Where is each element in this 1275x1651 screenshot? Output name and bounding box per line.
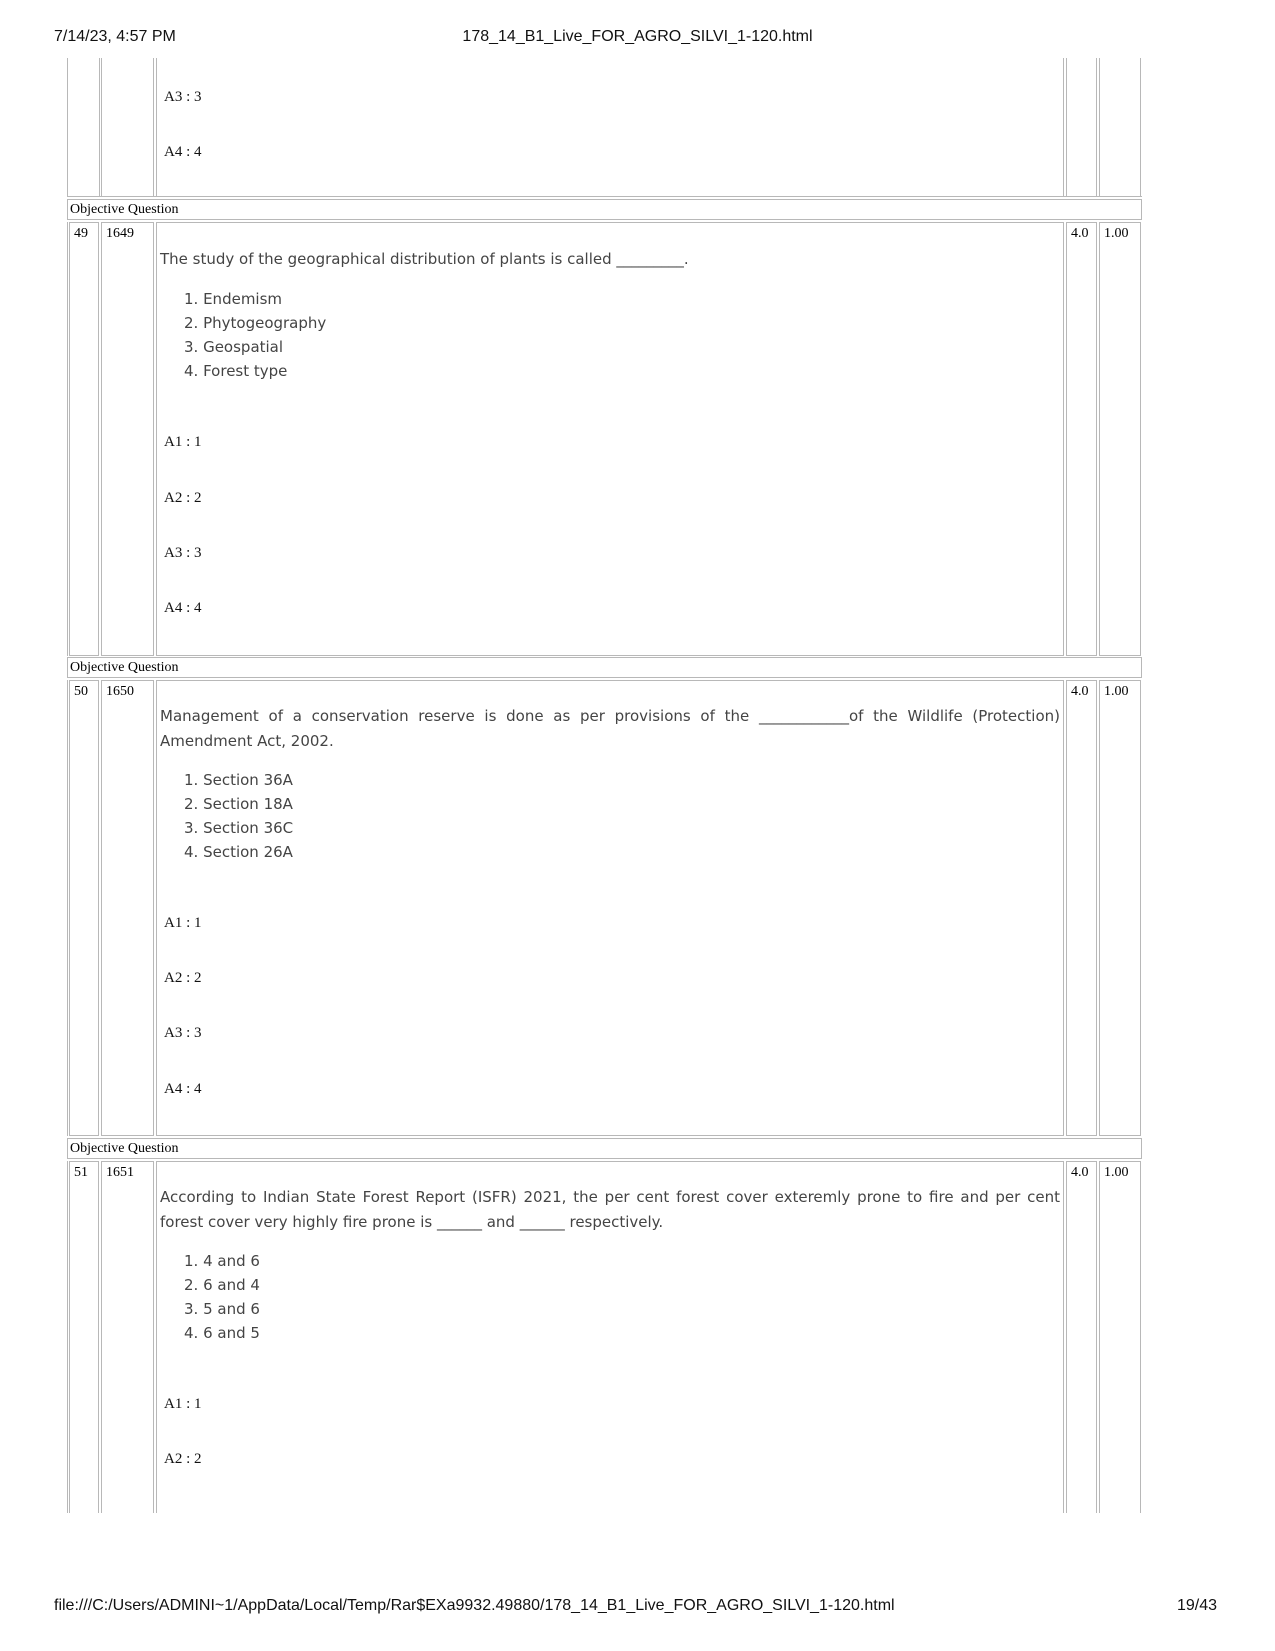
marks: 4.0 xyxy=(1066,222,1097,656)
question-type-label: Objective Question xyxy=(67,1138,1142,1159)
file-path: file:///C:/Users/ADMINI~1/AppData/Local/Temp/Rar$EXa9932.49880/178_14_B1_Live_FOR_AGRO_SILVI_1-120.html xyxy=(54,1597,895,1614)
marks: 4.0 xyxy=(1066,680,1097,1136)
answer-option: A3 : 3 xyxy=(164,1025,202,1041)
question-text: The study of the geographical distribution of plants is called _________. xyxy=(160,250,689,268)
option-item: 3. Geospatial xyxy=(184,338,284,356)
answer-option: A2 : 2 xyxy=(164,1451,202,1467)
serial-number: 50 xyxy=(69,680,99,1136)
print-doc-title: 178_14_B1_Live_FOR_AGRO_SILVI_1-120.html xyxy=(462,28,813,45)
option-item: 2. Phytogeography xyxy=(184,314,327,332)
question-text: According to Indian State Forest Report (ISFR) 2021, the per cent forest cover exteremly prone to fire and per cent forest cover very highly fire prone is ______ and ______ respectively. xyxy=(160,1188,1060,1231)
negative-marks: 1.00 xyxy=(1099,1161,1141,1513)
prev-answer: A3 : 3 xyxy=(164,89,202,105)
option-item: 1. Endemism xyxy=(184,290,283,308)
question-id: 1650 xyxy=(101,680,154,1136)
options-list xyxy=(184,287,326,383)
option-item: 4. Forest type xyxy=(184,362,288,380)
answer-option: A1 : 1 xyxy=(164,915,202,931)
options-list xyxy=(184,768,293,864)
option-item: 4. Section 26A xyxy=(184,843,293,861)
question-type-label: Objective Question xyxy=(67,657,1142,678)
print-datetime: 7/14/23, 4:57 PM xyxy=(54,28,176,45)
negative-marks: 1.00 xyxy=(1099,680,1141,1136)
option-item: 3. Section 36C xyxy=(184,819,294,837)
option-item: 2. 6 and 4 xyxy=(184,1276,260,1294)
question-text: Management of a conservation reserve is done as per provisions of the ____________of the Wildlife (Protection) Amendment Act, 2002. xyxy=(160,707,1060,750)
serial-number: 51 xyxy=(69,1161,99,1513)
options-list xyxy=(184,1249,260,1345)
option-item: 1. Section 36A xyxy=(184,771,293,789)
print-header xyxy=(0,28,1275,52)
answer-option: A1 : 1 xyxy=(164,1396,202,1412)
marks: 4.0 xyxy=(1066,1161,1097,1513)
answer-option: A4 : 4 xyxy=(164,1081,202,1097)
option-item: 4. 6 and 5 xyxy=(184,1324,260,1342)
answer-option: A4 : 4 xyxy=(164,600,202,616)
question-id: 1649 xyxy=(101,222,154,656)
question-id: 1651 xyxy=(101,1161,154,1513)
option-item: 3. 5 and 6 xyxy=(184,1300,260,1318)
option-item: 1. 4 and 6 xyxy=(184,1252,260,1270)
question-type-label: Objective Question xyxy=(67,199,1142,220)
option-item: 2. Section 18A xyxy=(184,795,293,813)
answer-option: A3 : 3 xyxy=(164,545,202,561)
answer-option: A1 : 1 xyxy=(164,434,202,450)
page-number: 19/43 xyxy=(1176,1597,1217,1614)
answer-option: A2 : 2 xyxy=(164,490,202,506)
prev-answer: A4 : 4 xyxy=(164,144,202,160)
negative-marks: 1.00 xyxy=(1099,222,1141,656)
serial-number: 49 xyxy=(69,222,99,656)
answer-option: A2 : 2 xyxy=(164,970,202,986)
print-footer xyxy=(0,1597,1275,1621)
